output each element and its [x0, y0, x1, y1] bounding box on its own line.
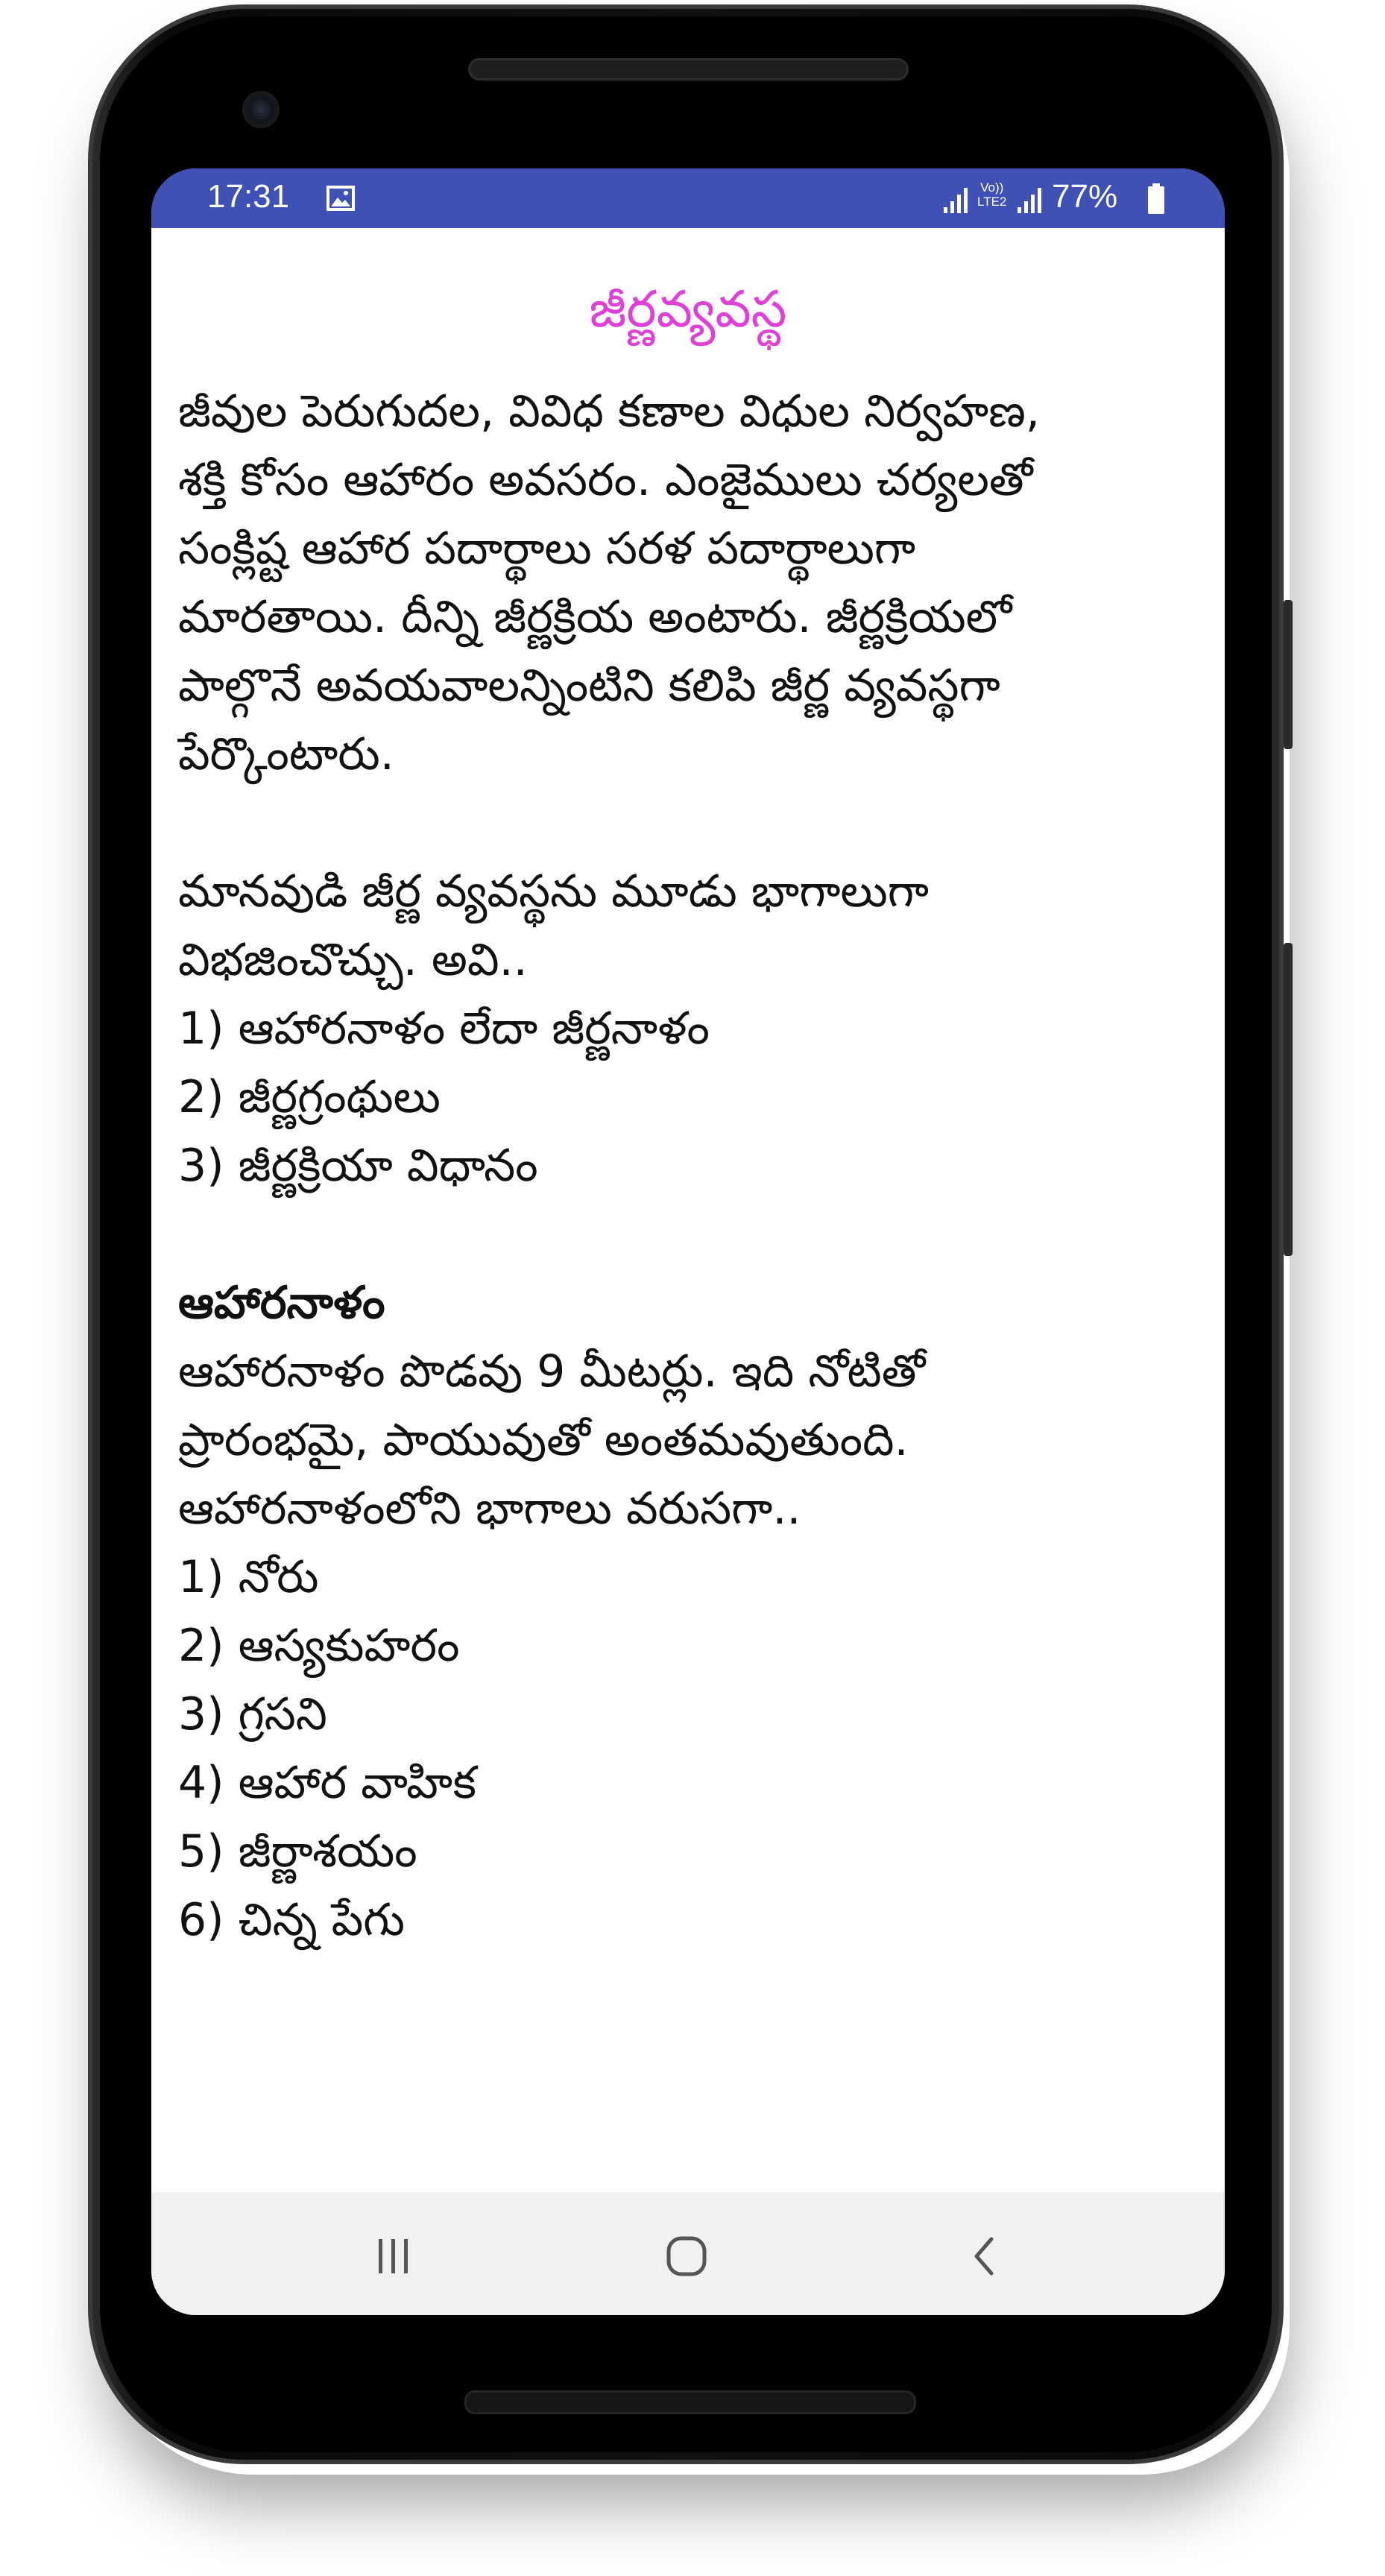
- phone-screen: [151, 168, 1225, 2315]
- list-item: 6) చిన్న పేగు: [178, 1894, 406, 1946]
- power-button: [1284, 943, 1293, 1256]
- recent-apps-icon[interactable]: [371, 2233, 416, 2278]
- list-item: 4) ఆహార వాహిక: [178, 1757, 476, 1809]
- volte-indicator: Vo)) LTE2: [977, 180, 1007, 209]
- list-item: 1) నోరు: [178, 1551, 319, 1603]
- list-item: 3) జీర్ణక్రియా విధానం: [178, 1140, 538, 1192]
- text-line: మారతాయి. దీన్ని జీర్ణక్రియ అంటారు. జీర్ణక్రియలో: [178, 591, 1012, 643]
- section-heading: ఆహారనాళం: [178, 1277, 385, 1329]
- text-line: సంక్లిష్ట ఆహార పదార్థాలు సరళ పదార్థాలుగా: [178, 523, 916, 575]
- status-bar: [151, 168, 1225, 228]
- text-line: విభజించొచ్చు. అవి..: [178, 934, 528, 986]
- text-line: పాల్గొనే అవయవాలన్నింటిని కలిపి జీర్ణ వ్యవస్థగా: [178, 660, 1000, 712]
- back-icon[interactable]: [966, 2233, 1003, 2279]
- status-time: 17:31: [207, 178, 290, 215]
- article-title: జీర్ణవ్యవస్థ: [589, 280, 787, 339]
- list-item: 3) గ్రసని: [178, 1688, 327, 1740]
- intro-paragraph: [178, 377, 1207, 789]
- section-paragraph: [178, 1337, 1207, 1954]
- text-line: మానవుడి జీర్ణ వ్యవస్థను మూడు భాగాలుగా: [178, 865, 930, 918]
- list-item: 5) జీర్ణాశయం: [178, 1825, 417, 1878]
- front-camera-icon: [242, 91, 280, 128]
- section-heading-block: [178, 1269, 1207, 1337]
- home-icon[interactable]: [663, 2233, 710, 2279]
- text-line: ప్రారంభమై, పాయువుతో అంతమవుతుంది.: [178, 1414, 909, 1466]
- gallery-notification-icon: [326, 184, 355, 212]
- battery-icon: [1147, 183, 1165, 215]
- text-line: ఆహారనాళం పొడవు 9 మీటర్లు. ఇది నోటితో: [178, 1345, 926, 1398]
- text-line: శక్తి కోసం ఆహారం అవసరం. ఎంజైములు చర్యలతో: [178, 454, 1033, 506]
- article-content: [151, 228, 1225, 2192]
- volume-button: [1284, 600, 1293, 749]
- bottom-speaker: [464, 2390, 916, 2414]
- battery-percentage: 77%: [1052, 178, 1118, 215]
- navigation-bar: [151, 2192, 1225, 2315]
- list-item: 1) ఆహారనాళం లేదా జీర్ణనాళం: [178, 1003, 710, 1055]
- text-line: ఆహారనాళంలోని భాగాలు వరుసగా..: [178, 1483, 801, 1535]
- signal-strength-icon: [942, 185, 972, 215]
- text-line: పేర్కొంటారు.: [178, 728, 394, 780]
- earpiece-speaker: [468, 58, 909, 80]
- text-line: జీవుల పెరుగుదల, వివిధ కణాల విధుల నిర్వహణ,: [178, 385, 1040, 438]
- division-paragraph: [178, 857, 1207, 1200]
- list-item: 2) జీర్ణగ్రంథులు: [178, 1071, 441, 1123]
- list-item: 2) ఆస్యకుహరం: [178, 1620, 460, 1672]
- signal-strength-2-icon: [1016, 185, 1046, 215]
